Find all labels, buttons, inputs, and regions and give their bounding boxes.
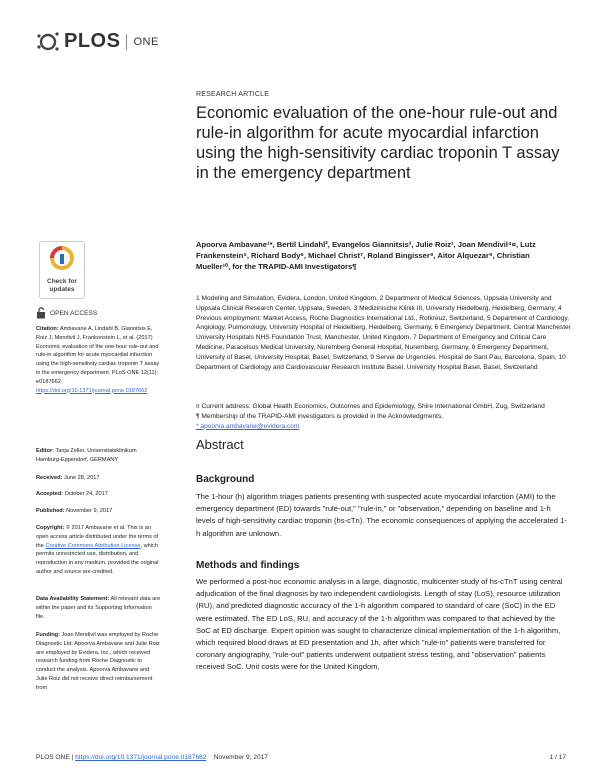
- current-address-note: ¤ Current address: Global Health Economics, Outcomes and Epidemiology, Shire International GmbH, Zug, Switzerland: [196, 403, 545, 410]
- published-block: [36, 507, 161, 516]
- background-heading: Background: [196, 474, 255, 485]
- accepted-block: [36, 490, 161, 499]
- editor-label: Editor:: [36, 448, 55, 454]
- page-number: 1 / 17: [549, 754, 566, 761]
- background-text: The 1-hour (h) algorithm triages patients presenting with suspected acute myocardial infarction (AMI) to the emergency department (ED) towards "rule-out," "rule-in," or "observation," depending on baseline and 1-h levels of high-sensitivity cardiac troponin (hs-cTn). The economic consequences of applying the accelerated 1-h algorithm are unknown.: [196, 492, 567, 538]
- editor-block: [36, 447, 161, 465]
- citation-block: [36, 325, 161, 395]
- copyright-text: © 2017 Ambavane et al. This is an open access article distributed under the terms of the: [36, 525, 159, 549]
- open-lock-icon: [36, 307, 46, 319]
- data-availability-text: All relevant data are within the paper and its Supporting Information file.: [36, 596, 161, 620]
- methods-heading: Methods and findings: [196, 560, 300, 571]
- copyright-label: Copyright:: [36, 525, 65, 531]
- author-notes: [196, 402, 571, 431]
- received-date: June 28, 2017: [64, 475, 100, 481]
- plos-logo: [36, 30, 159, 53]
- open-access-label: OPEN ACCESS: [50, 309, 98, 317]
- accepted-label: Accepted:: [36, 491, 64, 497]
- funding-block: [36, 631, 161, 693]
- affiliations: 1 Modeling and Simulation, Evidera, London, United Kingdom, 2 Department of Medical Sciences, Uppsala University and Uppsala Clinical Research Center, Uppsala, Sweden, 3 Medizinische Klinik III, University Heidelberg, Heidelberg, Germany, 4 Previous employment: Market Access, Roche Diagnostics International Ltd., Rotkreuz, Switzerland, 5 Department of Cardiology, Angiology, Pulmonology, University Hospital of Heidelberg, Heidelberg, Germany, 6 Emergency Department, Central Manchester University Hospitals NHS Foundation Trust, Manchester, United Kingdom, 7 Department of Emergency and Critical Care Medicine, Paracelsus Medical University, Nuremberg General Hospital, Nuremberg, Germany, 8 Emergency Department, University of Basel, University Hospital, Basel, Switzerland, 9 Servei de Urgencies. Hospital de Sant Pau, Barcelona, Spain, 10 Department of Cardiology and Cardiovascular Research Institute Basel, University Hospital Basel, Basel, Switzerland: [196, 295, 571, 371]
- footer-date: November 9, 2017: [213, 754, 268, 761]
- funding-text: Joan Mendivil was employed by Roche Diagnostic Ltd. Apoorva Ambavane and Julie Roiz are employed by Evidera, Inc., which received research funding from Roche Diagnostic to conduct the analysis. Apoorva Ambavane and Julie Roiz did not receive direct reimbursement from: [36, 632, 160, 691]
- data-availability-label: Data Availability Statement:: [36, 596, 110, 602]
- published-label: Published:: [36, 508, 65, 514]
- received-block: [36, 474, 161, 483]
- membership-note: ¶ Membership of the TRAPID-AMI investigators is provided in the Acknowledgments.: [196, 412, 444, 420]
- data-availability-block: [36, 595, 161, 621]
- footer-journal: PLOS ONE: [36, 754, 70, 761]
- copyright-rest: , which permits unrestricted use, distribution, and reproduction in any medium, provided the original author and source are credited.: [36, 542, 159, 575]
- journal-name: ONE: [133, 35, 159, 48]
- citation-doi-link[interactable]: https://doi.org/10.1371/journal.pone.0187662: [36, 387, 148, 394]
- accepted-date: October 24, 2017: [64, 491, 108, 497]
- article-title: Economic evaluation of the one-hour rule-out and rule-in algorithm for acute myocardial infarction using the high-sensitivity cardiac troponin T assay in the emergency department: [196, 104, 560, 182]
- funding-label: Funding:: [36, 632, 60, 638]
- corresponding-email-link[interactable]: * apoorva.ambavane@evidera.com: [196, 422, 300, 430]
- check-updates-label: Check for updates: [47, 278, 77, 293]
- check-for-updates-badge[interactable]: [39, 241, 85, 299]
- published-date: November 9, 2017: [66, 508, 113, 514]
- citation-text: Ambavane A, Lindahl B, Giannitsis E, Roiz J, Mendivil J, Frankenstein L, et al. (2017) Economic evaluation of the one-hour rule-out and rule-in algorithm for acute myocardial infarction using the high-sensitivity cardiac troponin T assay in the emergency department. PLoS ONE 12(11): e0187662.: [36, 326, 160, 385]
- cc-license-link[interactable]: Creative Commons Attribution License: [45, 542, 141, 549]
- logo-divider: [126, 34, 127, 50]
- citation-label: Citation:: [36, 326, 59, 332]
- editor-text: Tanja Zeller, Universitatsklinikum Hamburg-Eppendorf, GERMANY: [36, 448, 137, 463]
- article-type: RESEARCH ARTICLE: [196, 91, 270, 98]
- copyright-block: [36, 524, 161, 577]
- author-list: Apoorva Ambavane¹*, Bertil Lindahl², Evangelos Giannitsis³, Julie Roiz¹, Joan Mendivil⁴¤, Lutz Frankenstein⁵, Richard Body⁶, Michael Christ⁷, Roland Bingisser⁸, Aitor Alquezar⁹, Christian Mueller¹⁰, for the TRAPID-AMI Investigators¶: [196, 240, 536, 271]
- open-access-badge: [36, 307, 97, 319]
- footer-doi-link[interactable]: https://doi.org/10.1371/journal.pone.0187662: [75, 754, 207, 761]
- brand-name: PLOS: [64, 30, 121, 52]
- abstract-heading: Abstract: [196, 437, 244, 452]
- received-label: Received:: [36, 475, 63, 481]
- check-updates-icon: [49, 246, 75, 270]
- plos-logo-icon: [36, 31, 60, 53]
- methods-text: We performed a post-hoc economic analysis in a large, diagnostic, multicenter study of hs-cTnT using central adjudication of the final diagnosis by two independent cardiologists. Length of stay (LoS), resource utilization (RU), and predicted diagnostic accuracy of the 1-h algorithm compared to standard of care (SoC) in the ED were estimated. The ED LoS, RU, and accuracy of the 1-h algorithm was compared to that achieved by the SoC at ED discharge. Expert opinion was sought to characterize clinical implementation of the 1-h algorithm, which required blood draws at ED presentation and 1h, after which "rule-in" patients were transferred for coronary angiography, "rule-out" patients underwent outpatient stress testing, and "observation" patients received SoC. Unit costs were for the United Kingdom,: [196, 577, 563, 672]
- page-footer: PLOS ONE | https://doi.org/10.1371/journal.pone.0187662 November 9, 2017 1 / 17: [36, 754, 566, 761]
